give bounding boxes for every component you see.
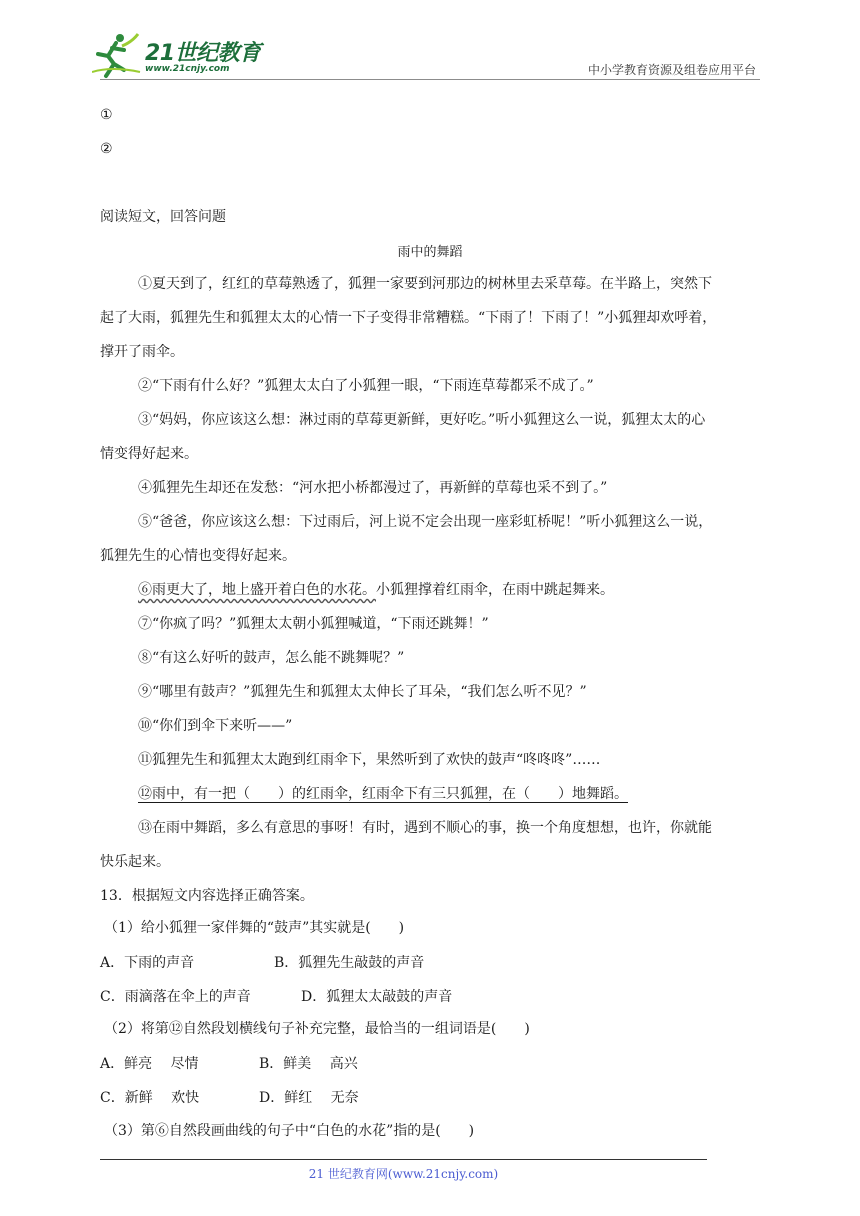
q2-option-c: C．新鲜 欢快 [100, 1090, 200, 1106]
question-stem: 13．根据短文内容选择正确答案。 [100, 888, 314, 904]
passage-title: 雨中的舞蹈 [397, 245, 463, 260]
passage-line: ⑪狐狸先生和狐狸太太跑到红雨伞下，果然听到了欢快的鼓声“咚咚咚”…… [138, 752, 601, 768]
q1-option-c: C．雨滴落在伞上的声音 [100, 989, 251, 1005]
question-3: （3）第⑥自然段画曲线的句子中“白色的水花”指的是( ) [104, 1123, 475, 1139]
passage-line: 情变得好起来。 [100, 446, 198, 462]
passage-line: ⑩“你们到伞下来听——” [138, 718, 293, 734]
q2-option-d: D．鲜红 无奈 [259, 1090, 359, 1106]
question-2: （2）将第⑫自然段划横线句子补充完整，最恰当的一组词语是( ) [104, 1021, 530, 1037]
marker-2: ② [100, 141, 113, 157]
passage-line: ⑬在雨中舞蹈，多么有意思的事呀！有时，遇到不顺心的事，换一个角度想想，也许，你就能 [138, 820, 712, 836]
footer-link[interactable]: 21 世纪教育网(www.21cnjy.com) [308, 1167, 499, 1181]
passage-line: 狐狸先生的心情也变得好起来。 [100, 548, 296, 564]
marker-1: ① [100, 107, 113, 123]
question-1: （1）给小狐狸一家伴舞的“鼓声”其实就是( ) [104, 920, 405, 936]
q1-option-b: B．狐狸先生敲鼓的声音 [274, 955, 425, 971]
passage-line: ①夏天到了，红红的草莓熟透了，狐狸一家要到河那边的树林里去采草莓。在半路上，突然下 [138, 276, 712, 292]
passage-line: 快乐起来。 [100, 854, 170, 870]
page-header [0, 0, 860, 90]
passage-line: 起了大雨，狐狸先生和狐狸太太的心情一下子变得非常糟糕。“下雨了！下雨了！”小狐狸却欢呼着， [100, 310, 717, 326]
passage-line-6 [138, 580, 614, 600]
q1-option-d: D．狐狸太太敲鼓的声音 [301, 989, 453, 1005]
q1-option-a: A．下雨的声音 [100, 955, 195, 971]
passage-line-12 [138, 784, 628, 804]
instruction: 阅读短文，回答问题 [100, 209, 226, 225]
logo-url: www.21cnjy.com [145, 64, 230, 74]
passage-line: ④狐狸先生却还在发愁：“河水把小桥都漫过了，再新鲜的草莓也采不到了。” [138, 480, 608, 496]
platform-title: 中小学教育资源及组卷应用平台 [587, 63, 756, 77]
logo-text: 21世纪教育 [145, 41, 261, 66]
passage-line: 撑开了雨伞。 [100, 344, 184, 360]
passage-line: ⑧“有这么好听的鼓声，怎么能不跳舞呢？” [138, 650, 405, 666]
passage-line: ⑤“爸爸，你应该这么想：下过雨后，河上说不定会出现一座彩虹桥呢！”听小狐狸这么一说， [138, 514, 713, 530]
wavy-underlined-sentence: ⑥雨更大了，地上盛开着白色的水花。 [138, 582, 376, 598]
header-divider [100, 79, 760, 80]
passage-text: 小狐狸撑着红雨伞，在雨中跳起舞来。 [376, 582, 614, 598]
underlined-sentence: ⑫雨中，有一把（ ）的红雨伞，红雨伞下有三只狐狸，在（ ）地舞蹈。 [138, 786, 628, 802]
footer-divider [100, 1159, 707, 1160]
passage-line: ⑨“哪里有鼓声？”狐狸先生和狐狸太太伸长了耳朵，“我们怎么听不见？” [138, 684, 587, 700]
passage-line: ②“下雨有什么好？”狐狸太太白了小狐狸一眼，“下雨连草莓都采不成了。” [138, 378, 594, 394]
passage-line: ③“妈妈，你应该这么想：淋过雨的草莓更新鲜，更好吃。”听小狐狸这么一说，狐狸太太的心 [138, 412, 706, 428]
q2-option-a: A．鲜亮 尽情 [100, 1056, 199, 1072]
q2-option-b: B．鲜美 高兴 [259, 1056, 358, 1072]
passage-line: ⑦“你疯了吗？”狐狸太太朝小狐狸喊道，“下雨还跳舞！” [138, 616, 489, 632]
